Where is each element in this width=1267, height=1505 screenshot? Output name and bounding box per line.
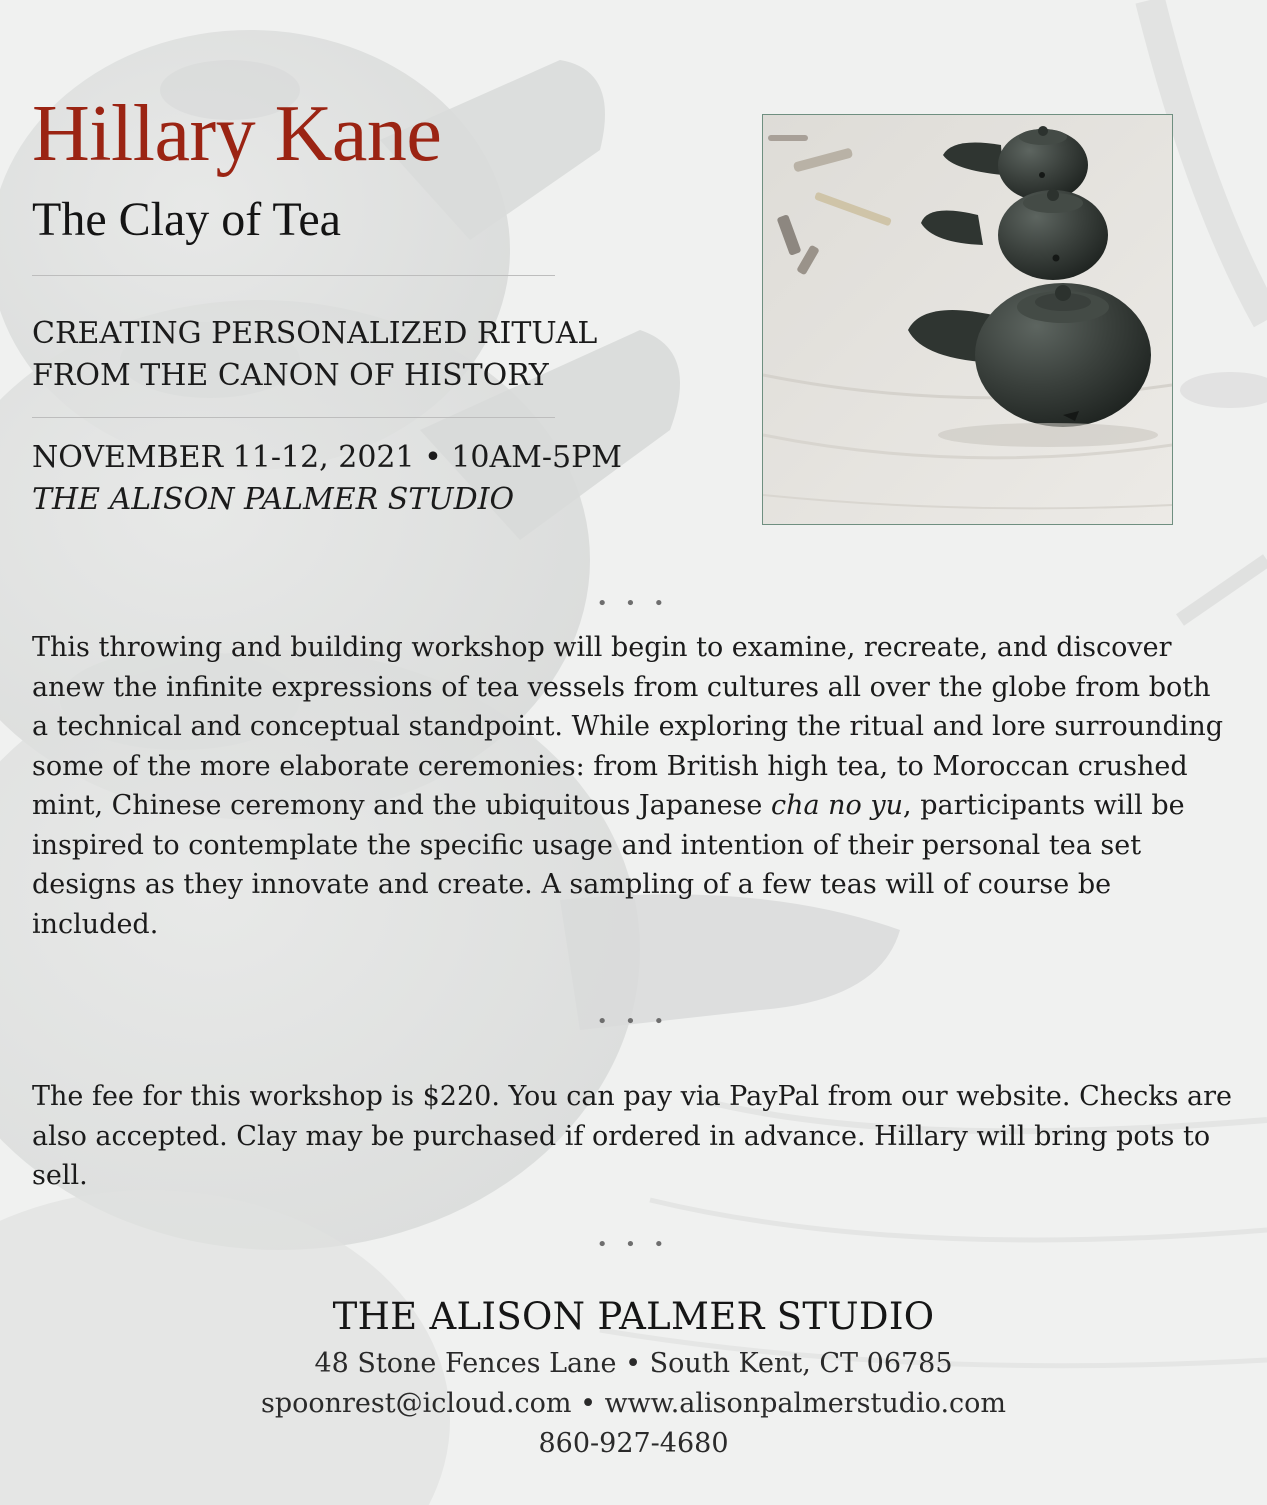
teapots-photo [762, 114, 1173, 525]
workshop-description: This throwing and building workshop will begin to examine, recreate, and discover anew the infinite expressions of tea vessels from cultures all over the globe from both a technical and conceptual standpoint. While exploring the ritual and lore surrounding some of the more elaborate ceremonies: from British high tea, to Moroccan crushed mint, Chinese ceremony and the ubiquitous Japanese cha no yu, participants will be inspired to contemplate the specific usage and intention of their personal tea set designs as they innovate and create. A sampling of a few teas will of course be included. [32, 632, 1224, 940]
footer-address: 48 Stone Fences Lane • South Kent, CT 06785 [314, 1348, 953, 1379]
tagline-line: CREATING PERSONALIZED RITUAL [32, 316, 598, 351]
section-separator: • • • [596, 1011, 671, 1032]
section-separator: • • • [596, 1234, 671, 1255]
artist-name: Hillary Kane [32, 90, 442, 178]
italic-term: cha no yu [770, 790, 904, 821]
event-venue: THE ALISON PALMER STUDIO [32, 482, 515, 517]
footer-contact: spoonrest@icloud.com • www.alisonpalmerstudio.com [260, 1388, 1007, 1419]
divider [32, 275, 555, 276]
fee-details: The fee for this workshop is $220. You can pay via PayPal from our website. Checks are also accepted. Clay may be purchased if ordered in advance. Hillary will bring pots to sell. [32, 1081, 1233, 1191]
workshop-tagline [32, 313, 597, 397]
footer-studio-name: THE ALISON PALMER STUDIO [332, 1295, 935, 1338]
divider [32, 417, 555, 418]
workshop-title: The Clay of Tea [32, 193, 341, 246]
tagline-line: FROM THE CANON OF HISTORY [32, 358, 549, 393]
event-dates: NOVEMBER 11-12, 2021 • 10AM-5PM [32, 440, 623, 475]
footer-phone: 860-927-4680 [538, 1428, 729, 1459]
section-separator: • • • [596, 593, 671, 614]
